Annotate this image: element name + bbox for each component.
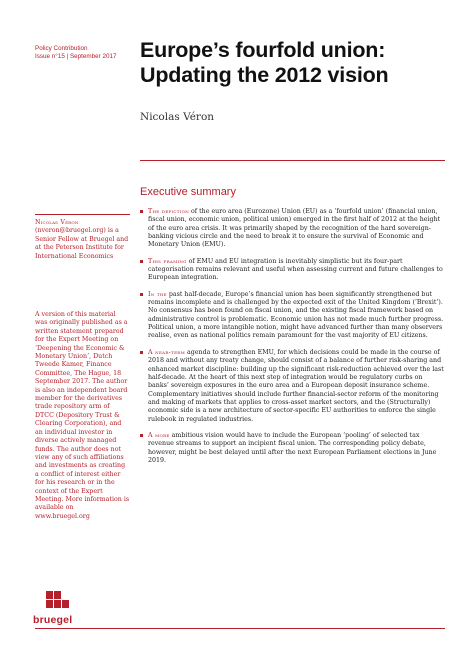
list-item: A more ambitious vision would have to include the European ‘pooling’ of selected tax revenue streams to support an incipient fiscal union. The corresponding policy debate, however, might be best delayed until after the next European Parliament elections in June 2019. (140, 432, 445, 465)
policy-label: Policy Contribution (35, 45, 88, 52)
bio-name: Nicolas Véron (35, 219, 79, 226)
section-title: Executive summary (140, 186, 236, 198)
list-item: A near-term agenda to strengthen EMU, for which decisions could be made in the course of 2018 and without any treaty change, should consist of a balance of further risk-sharing and enhanced market discipline: building up the significant risk-reduction achieved over the last half-decade. At the heart of this next step of integration would be regulatory curbs on banks’ sovereign exposures in the euro area and a European deposit insurance scheme. Complementary initiatives should include further financial-sector reform of the monitoring and making of markets that applies to cross-asset market sectors, and the (Structurally) economic side is a new architecture of sector-specific EU authorities to enforce the single rulebook in regulated industries. (140, 349, 445, 424)
author-bio (35, 219, 130, 261)
title-line-1: Europe’s fourfold union: (140, 38, 386, 62)
bio-text: (nveron@bruegel.org) is a Senior Fellow at Bruegel and at the Peterson Institute for International Economics (35, 227, 129, 260)
header-divider (140, 160, 445, 161)
document-title (140, 38, 440, 88)
list-item: The depiction of the euro area (Eurozone) Union (EU) as a ‘fourfold union’ (financial union, fiscal union, economic union, political union) emerged in the first half of 2012 at the height of the euro area crisis. It was primarily shaped by the recognition of the hard sovereign-banking vicious circle and the need to break it to ensure the survival of Economic and Monetary Union (EMU). (140, 208, 445, 250)
publication-note: A version of this material was originally published as a written statement prepared for the Expert Meeting on ‘Deepening the Economic & Monetary Union’, Dutch Tweede Kamer, Finance Committee, The Hague, 18 September 2017. The author is also an independent board member for the derivatives trade repository arm of DTCC (Depository Trust & Clearing Corporation), and an individual investor in diverse actively managed funds. The author does not view any of such affiliations and investments as creating a conflict of interest either for his research or in the context of the Expert Meeting. More information is available on www.bruegel.org (35, 311, 130, 520)
policy-header (35, 45, 130, 61)
summary-list (140, 208, 445, 473)
issue-line: Issue n°15 | September 2017 (35, 53, 117, 60)
title-line-2: Updating the 2012 vision (140, 63, 389, 87)
author-name: Nicolas Véron (140, 111, 215, 123)
list-item: This framing of EMU and EU integration is inevitably simplistic but its four-part categorisation remains relevant and useful when assessing current and future challenges to European integration. (140, 258, 445, 283)
footer-divider (35, 628, 445, 629)
sidebar-divider (35, 214, 130, 215)
list-item: In the past half-decade, Europe’s financial union has been significantly strengthened but remains incomplete and is challenged by the expected exit of the United Kingdom (‘Brexit’). No consensus has been found on fiscal union, and the existing fiscal framework based on administrative control is problematic. Economic union has not made much further progress. Political union, a more intangible notion, might have advanced further than many observers realise, even as national politics remain paramount for the vast majority of EU citizens. (140, 291, 445, 341)
logo-text: bruegel (33, 614, 73, 626)
